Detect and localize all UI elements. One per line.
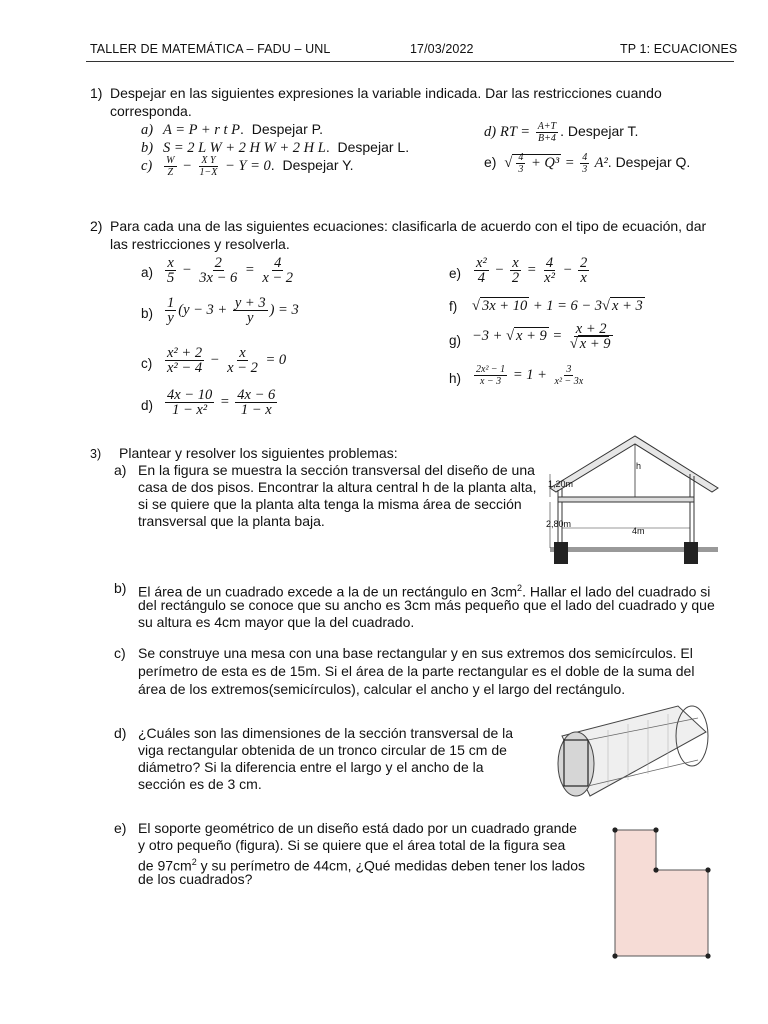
ex3-e-line3b: y su perímetro de 44cm, ¿Qué medidas deben tener los lados — [196, 857, 586, 874]
fig-120-label: 1,20m — [548, 479, 574, 489]
fig-4m-label: 4m — [632, 526, 645, 536]
ex2-c-label: c) — [141, 356, 153, 371]
ex3-b-label: b) — [114, 580, 127, 596]
ex1-a-row: a) A = P + r t P. Despejar P. — [141, 121, 324, 138]
ex1-d-row: d) RT = $\frac{A+T}{B+4}$ . Despejar T. — [484, 121, 639, 144]
fig-h-label: h — [636, 461, 642, 471]
ex2-a-equation: $\frac{x}{5}$ − $\frac{2}{3x - 6}$ = $\frac{4}{x - 2}$ — [167, 255, 294, 286]
header-divider — [86, 61, 734, 62]
ex2-d-equation: $\frac{4x - 10}{\text{1 − x²}}$ = $\frac{4x - 6}{1 - x}$ — [167, 387, 276, 418]
ex3-b-line1b: . Hallar el lado del cuadrado si — [522, 583, 711, 600]
ex1-a-label: a) — [141, 122, 154, 138]
ex2-b-equation: $\frac{1}{y}$ (y − 3 + $\frac{y + 3}{y}$ ) = 3 — [167, 295, 299, 326]
ex1-e-row — [484, 152, 690, 175]
ex2-f-equation: √ 3x + 10 + 1 = 6 − 3√ x + 3 — [472, 298, 643, 314]
ex1-number: 1) — [90, 85, 103, 101]
header-date: 17/03/2022 — [410, 42, 474, 56]
ex3-d-line2: viga rectangular obtenida de un tronco circular de 15 cm de — [138, 742, 507, 758]
ex2-f-label: f) — [449, 299, 458, 314]
ex3-d-line3: diámetro? Si la diferencia entre el largo y el ancho de la — [138, 759, 484, 775]
ex2-g-label: g) — [449, 333, 462, 348]
ex2-d-label: d) — [141, 398, 154, 413]
ex1-c-equation: $\frac{W}{Z}$ − $\frac{\text{X Y}}{1-X}$ − Y = 0 — [166, 155, 271, 178]
ex2-g-equation: −3 + √ x + 9 = $\frac{x + 2}{√ x + 9}$ — [472, 321, 611, 352]
ex3-d-label: d) — [114, 725, 127, 741]
ex2-h-label: h) — [449, 371, 462, 386]
ex1-d-instruction: Despejar T. — [567, 122, 639, 139]
ex3-number: 3) — [90, 447, 102, 461]
ex3-c-line1: Se construye una mesa con una base rectangular y en sus extremos dos semicírculos. El — [138, 645, 693, 661]
ex2-b-label: b) — [141, 306, 154, 321]
ex1-e-label: e) — [484, 153, 497, 170]
ex3-e-sup: 2 — [191, 857, 197, 867]
fig-280-label: 2,80m — [546, 519, 572, 529]
ex2-statement-line1: Para cada una de las siguientes ecuaciones: clasificarla de acuerdo con el tipo de ecuación, dar — [110, 218, 707, 234]
ex1-d-label: d) — [484, 123, 497, 140]
header-topic: TP 1: ECUACIONES — [620, 42, 738, 56]
ex3-e-line3a: de 97cm — [138, 857, 192, 874]
ex3-title: Plantear y resolver los siguientes problemas: — [119, 445, 398, 461]
ex3-b-line2: del rectángulo se conoce que su ancho es 3cm más pequeño que el lado del cuadrado y que — [138, 597, 715, 613]
ex2-e-equation: $\frac{\text{x²}}{4}$ − $\frac{x}{2}$ = $\frac{4}{\text{x²}}$ − $\frac{2}{x}$ — [476, 255, 588, 286]
ex2-c-equation: $\frac{\text{x² + 2}}{\text{x² − 4}}$ − $\frac{x}{x - 2}$ = 0 — [167, 345, 287, 376]
ex1-b-equation: S = 2 L W + 2 H W + 2 H L — [162, 140, 326, 156]
ex2-statement-line2: las restricciones y resolverla. — [110, 236, 290, 252]
header-course: TALLER DE MATEMÁTICA – FADU – UNL — [90, 42, 331, 56]
ex1-statement-line1: Despejar en las siguientes expresiones la variable indicada. Dar las restricciones cuando — [110, 85, 662, 101]
ex1-e-equation: √ $\frac{4}{3}$ + Q³ = $\frac{4}{3}$ A² — [504, 152, 608, 175]
house-section-figure — [540, 430, 720, 580]
ex3-a-line4: transversal que la planta baja. — [138, 513, 325, 529]
ex3-a-line1: En la figura se muestra la sección transversal del diseño de una — [138, 462, 535, 478]
ex3-a-line2: casa de dos pisos. Encontrar la altura central h de la planta alta, — [138, 479, 537, 495]
ex1-statement-line2: corresponda. — [110, 103, 192, 119]
ex3-c-line3: área de los extremos(semicírculos), calcular el ancho y el largo del rectángulo. — [138, 681, 626, 697]
ex1-c-row: c) $\frac{W}{Z}$ − $\frac{\text{X Y}}{1-X}$ − Y = 0. Despejar Y. — [141, 155, 354, 178]
ex1-a-equation: A = P + r t P — [162, 122, 241, 138]
ex1-a-instruction: Despejar P. — [251, 121, 324, 137]
ex1-b-row: b) S = 2 L W + 2 H W + 2 H L. Despejar L. — [141, 139, 410, 156]
ex3-e-line1: El soporte geométrico de un diseño está dado por un cuadrado grande — [138, 820, 577, 836]
ex3-a-label: a) — [114, 462, 127, 478]
ex3-c-label: c) — [114, 645, 126, 661]
ex2-a-label: a) — [141, 265, 154, 280]
ex1-c-instruction: Despejar Y. — [282, 156, 354, 173]
ex3-d-line4: sección es de 3 cm. — [138, 776, 262, 792]
ex3-e-line4: de los cuadrados? — [138, 871, 253, 887]
ex3-c-line2: perímetro de esta es de 15m. Si el área de la parte rectangular es el doble de la suma del — [138, 663, 695, 679]
ex3-b-line1a: El área de un cuadrado excede a la de un rectángulo en 3cm — [138, 583, 518, 600]
squares-figure — [605, 822, 720, 964]
ex3-d-line1: ¿Cuáles son las dimensiones de la sección transversal de la — [138, 725, 514, 741]
ex1-e-instruction: . Despejar Q. — [607, 153, 691, 170]
ex3-a-line3: si se quiere que la planta alta tenga la misma área de sección — [138, 496, 522, 512]
ex2-e-label: e) — [449, 266, 462, 281]
ex2-number: 2) — [90, 218, 103, 234]
ex3-b-sup: 2 — [517, 583, 523, 593]
ex3-e-label: e) — [114, 820, 127, 836]
ex2-h-equation: $\frac{\text{2x² − 1}}{x - 3}$ = 1 + $\frac{3}{\text{x² − 3x}}$ — [476, 364, 584, 387]
ex1-c-label: c) — [141, 157, 153, 174]
log-beam-figure — [548, 700, 716, 800]
ex1-b-label: b) — [141, 140, 154, 156]
ex3-b-line3: su altura es 4cm mayor que la del cuadrado. — [138, 614, 415, 630]
ex1-b-instruction: Despejar L. — [337, 139, 410, 155]
ex1-d-equation: RT = $\frac{A+T}{B+4}$ — [499, 121, 557, 144]
ex3-e-line2: y otro pequeño (figura). Si se quiere que el área total de la figura sea — [138, 837, 566, 853]
